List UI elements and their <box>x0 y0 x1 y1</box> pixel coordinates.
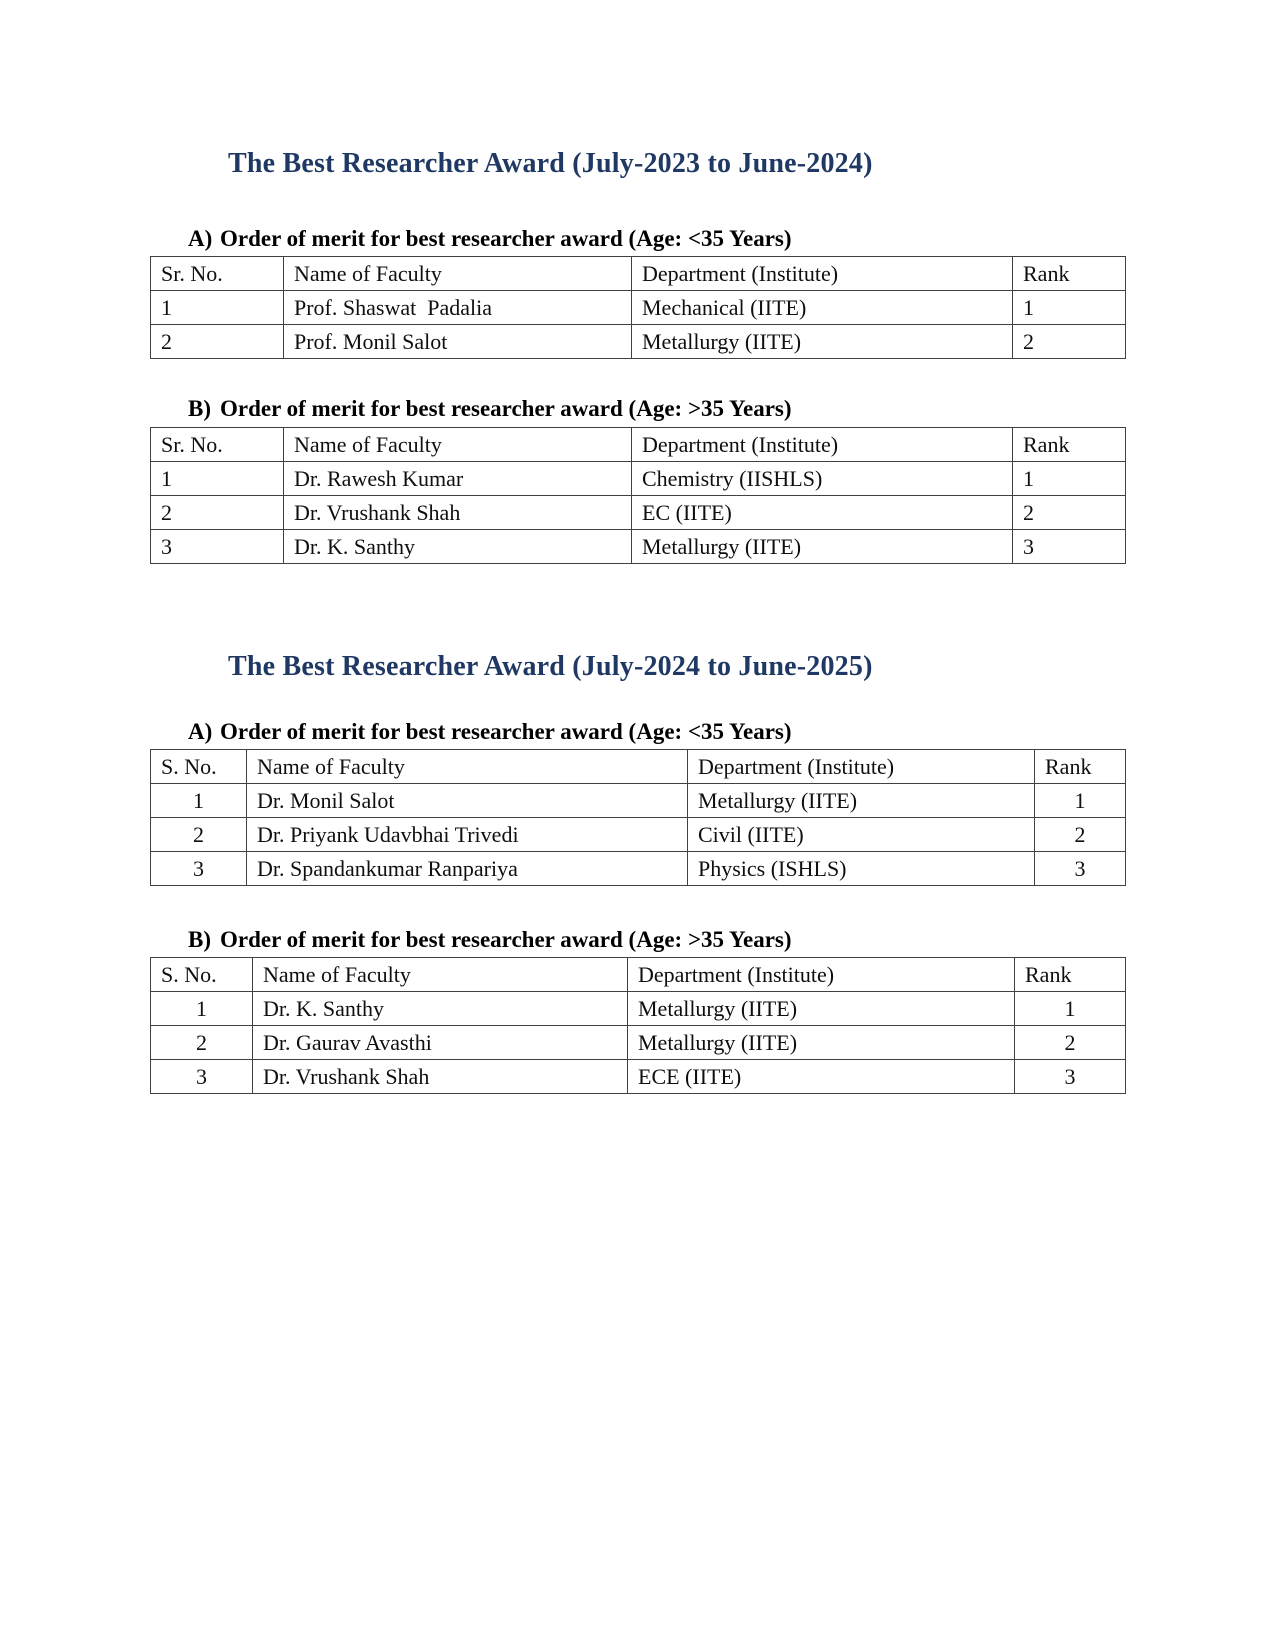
table-row <box>151 1026 1126 1060</box>
merit-table-2023-24-under-35 <box>150 256 1126 359</box>
subheading-2024-25-over-35 <box>188 926 1125 954</box>
col-header-department: Department (Institute) <box>688 750 1035 784</box>
col-header-name: Name of Faculty <box>253 958 628 992</box>
cell-rank: 1 <box>1035 784 1126 818</box>
cell-faculty-name: Prof. Shaswat Padalia <box>284 291 632 325</box>
table-row <box>151 852 1126 886</box>
table-row <box>151 291 1126 325</box>
cell-rank: 3 <box>1013 530 1126 564</box>
table-row <box>151 992 1126 1026</box>
table-row <box>151 784 1126 818</box>
cell-faculty-name: Dr. Vrushank Shah <box>284 496 632 530</box>
cell-rank: 1 <box>1013 291 1126 325</box>
section-title-2024-25: The Best Researcher Award (July-2024 to June-2025) <box>228 651 873 682</box>
merit-table-2024-25-over-35 <box>150 957 1126 1094</box>
cell-faculty-name: Dr. Priyank Udavbhai Trivedi <box>247 818 688 852</box>
col-header-name: Name of Faculty <box>284 428 632 462</box>
subheading-text: Order of merit for best researcher award (Age: >35 Years) <box>220 396 792 421</box>
cell-srno: 1 <box>151 291 284 325</box>
subheading-2024-25-under-35 <box>188 718 1125 746</box>
cell-srno: 2 <box>151 818 247 852</box>
cell-department: Metallurgy (IITE) <box>632 325 1013 359</box>
subheading-label: A) <box>188 719 213 744</box>
table-header-row <box>151 428 1126 462</box>
cell-department: ECE (IITE) <box>628 1060 1015 1094</box>
table-row <box>151 530 1126 564</box>
cell-srno: 3 <box>151 530 284 564</box>
subheading-2023-24-over-35 <box>188 395 1125 423</box>
col-header-rank: Rank <box>1013 428 1126 462</box>
col-header-rank: Rank <box>1015 958 1126 992</box>
col-header-srno: Sr. No. <box>151 257 284 291</box>
table-header-row <box>151 257 1126 291</box>
cell-srno: 2 <box>151 496 284 530</box>
table-row <box>151 462 1126 496</box>
col-header-name: Name of Faculty <box>247 750 688 784</box>
table-row <box>151 818 1126 852</box>
cell-rank: 1 <box>1013 462 1126 496</box>
cell-faculty-name: Dr. K. Santhy <box>284 530 632 564</box>
cell-srno: 2 <box>151 325 284 359</box>
cell-srno: 3 <box>151 852 247 886</box>
cell-department: Metallurgy (IITE) <box>628 1026 1015 1060</box>
subheading-label: B) <box>188 927 211 952</box>
cell-department: Civil (IITE) <box>688 818 1035 852</box>
cell-faculty-name: Dr. Vrushank Shah <box>253 1060 628 1094</box>
cell-department: Chemistry (IISHLS) <box>632 462 1013 496</box>
subheading-text: Order of merit for best researcher award (Age: <35 Years) <box>220 719 792 744</box>
subheading-label: B) <box>188 396 211 421</box>
subheading-label: A) <box>188 226 213 251</box>
cell-srno: 2 <box>151 1026 253 1060</box>
cell-srno: 1 <box>151 784 247 818</box>
col-header-srno: Sr. No. <box>151 428 284 462</box>
cell-rank: 3 <box>1035 852 1126 886</box>
cell-department: Mechanical (IITE) <box>632 291 1013 325</box>
cell-srno: 3 <box>151 1060 253 1094</box>
cell-rank: 2 <box>1013 325 1126 359</box>
cell-faculty-name: Dr. Spandankumar Ranpariya <box>247 852 688 886</box>
cell-rank: 2 <box>1013 496 1126 530</box>
table-row <box>151 1060 1126 1094</box>
col-header-srno: S. No. <box>151 958 253 992</box>
table-row <box>151 496 1126 530</box>
cell-srno: 1 <box>151 462 284 496</box>
subheading-text: Order of merit for best researcher award (Age: <35 Years) <box>220 226 792 251</box>
section-title-2023-24: The Best Researcher Award (July-2023 to June-2024) <box>228 148 873 179</box>
merit-table-2024-25-under-35 <box>150 749 1126 886</box>
cell-department: Physics (ISHLS) <box>688 852 1035 886</box>
col-header-srno: S. No. <box>151 750 247 784</box>
table-header-row <box>151 750 1126 784</box>
table-row <box>151 325 1126 359</box>
cell-srno: 1 <box>151 992 253 1026</box>
cell-faculty-name: Dr. Rawesh Kumar <box>284 462 632 496</box>
cell-department: Metallurgy (IITE) <box>632 530 1013 564</box>
subheading-2023-24-under-35 <box>188 225 1125 253</box>
merit-table-2023-24-over-35 <box>150 427 1126 564</box>
cell-rank: 2 <box>1015 1026 1126 1060</box>
document-content <box>150 0 1125 1094</box>
col-header-department: Department (Institute) <box>632 428 1013 462</box>
col-header-rank: Rank <box>1035 750 1126 784</box>
table-header-row <box>151 958 1126 992</box>
cell-rank: 3 <box>1015 1060 1126 1094</box>
col-header-department: Department (Institute) <box>632 257 1013 291</box>
cell-rank: 1 <box>1015 992 1126 1026</box>
cell-faculty-name: Dr. K. Santhy <box>253 992 628 1026</box>
cell-rank: 2 <box>1035 818 1126 852</box>
cell-faculty-name: Dr. Monil Salot <box>247 784 688 818</box>
cell-department: Metallurgy (IITE) <box>688 784 1035 818</box>
col-header-name: Name of Faculty <box>284 257 632 291</box>
col-header-rank: Rank <box>1013 257 1126 291</box>
cell-faculty-name: Dr. Gaurav Avasthi <box>253 1026 628 1060</box>
cell-department: EC (IITE) <box>632 496 1013 530</box>
cell-department: Metallurgy (IITE) <box>628 992 1015 1026</box>
subheading-text: Order of merit for best researcher award (Age: >35 Years) <box>220 927 792 952</box>
col-header-department: Department (Institute) <box>628 958 1015 992</box>
cell-faculty-name: Prof. Monil Salot <box>284 325 632 359</box>
